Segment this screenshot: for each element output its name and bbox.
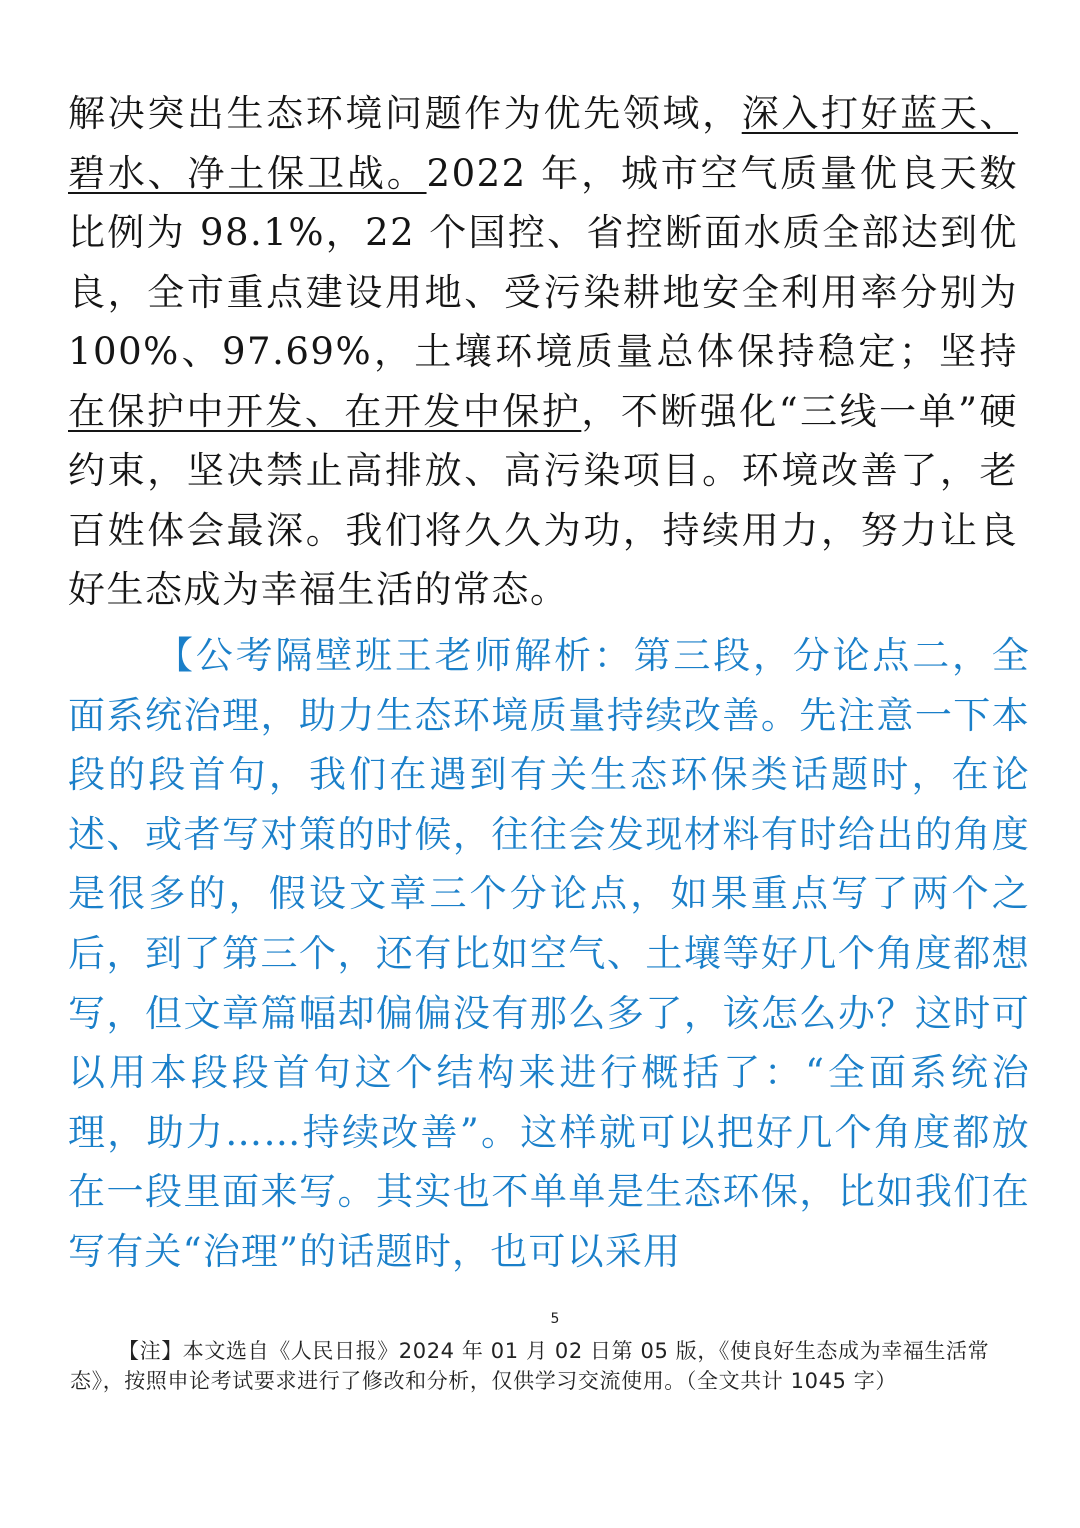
body-segment-1: 解决突出生态环境问题作为优先领域， xyxy=(68,92,742,135)
page-number: 5 xyxy=(550,1311,560,1327)
body-segment-3: 2022 年，城市空气质量优良天数比例为 98.1%，22 个国控、省控断面水质全部达到优良，全市重点建设用地、受污染耕地安全利用率分别为 100%、97.69%，土壤环境质量总体保持稳定；坚持 xyxy=(68,151,1018,373)
body-segment-5: ，不断强化“三线一单”硬约束，坚决禁止高排放、高污染项目。环境改善了，老百姓体会最深。我们将久久为功，持续用力，努力让良好生态成为幸福生活的常态。 xyxy=(68,389,1019,611)
underlined-phrase-protect-develop: 在保护中开发、在开发中保护 xyxy=(68,389,582,433)
body-paragraph xyxy=(68,84,1018,620)
teacher-analysis-paragraph: 【公考隔壁班王老师解析：第三段，分论点二，全面系统治理，助力生态环境质量持续改善。先注意一下本段的段首句，我们在遇到有关生态环保类话题时，在论述、或者写对策的时候，往往会发现材料有时给出的角度是很多的，假设文章三个分论点，如果重点写了两个之后，到了第三个，还有比如空气、土壤等好几个角度都想写，但文章篇幅却偏偏没有那么多了，该怎么办？这时可以用本段段首句这个结构来进行概括了：“全面系统治理，助力……持续改善”。这样就可以把好几个角度都放在一段里面来写。其实也不单单是生态环保，比如我们在写有关“治理”的话题时，也可以采用 xyxy=(68,634,1030,1273)
source-note: 【注】本文选自《人民日报》2024 年 01 月 02 日第 05 版，《使良好生态成为幸福生活常态》，按照申论考试要求进行了修改和分析，仅供学习交流使用。（全文共计 1045 字） xyxy=(70,1339,990,1393)
underlined-phrase-blue-sky-battle: 深入打好蓝天、碧水、净土保卫战。 xyxy=(68,92,1019,195)
